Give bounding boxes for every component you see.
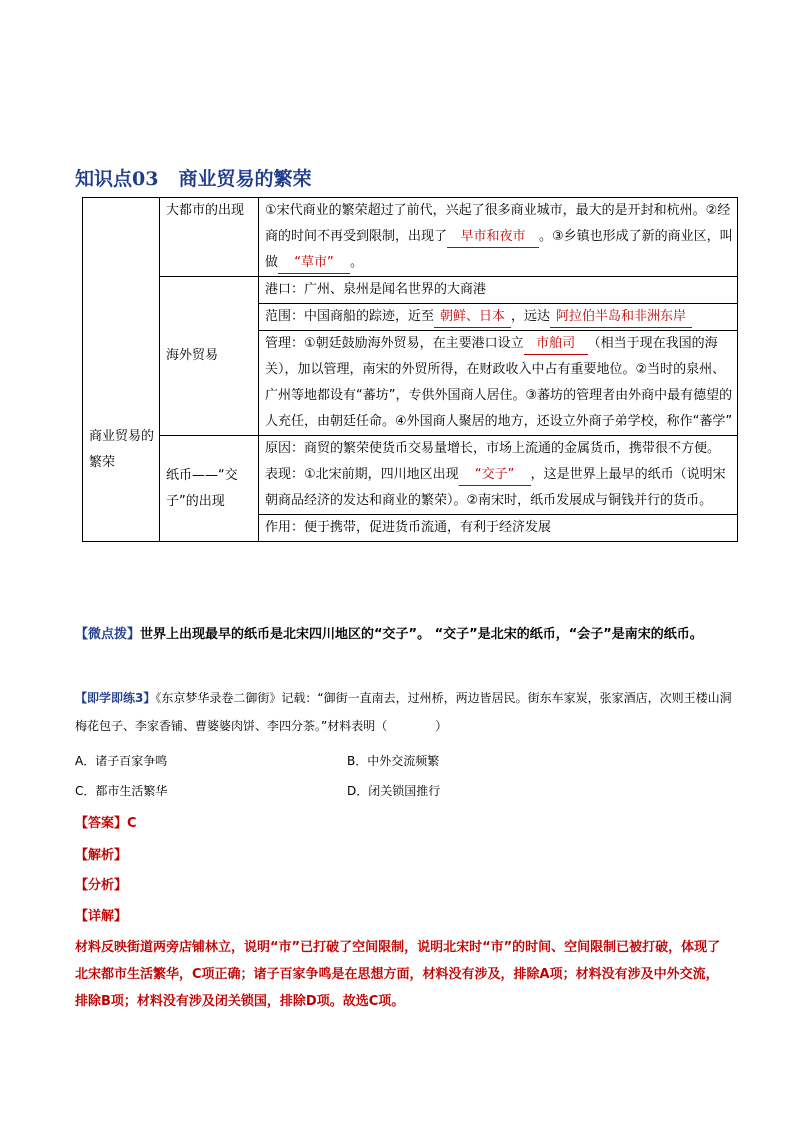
blank-answer: 阿拉伯半岛和非洲东岸	[550, 307, 692, 328]
paper-money-label: 纸币——“交子”的出现	[160, 436, 259, 542]
analysis-label: 【解析】	[75, 848, 128, 863]
detail-label: 【详解】	[75, 909, 128, 924]
tip-note: 【微点拨】世界上出现最早的纸币是北宋四川地区的“交子”。 “交子”是北宋的纸币，“会子”是南宋的纸币。	[75, 627, 703, 642]
section-number: 知识点03	[75, 168, 159, 190]
overseas-label: 海外贸易	[160, 277, 259, 436]
detail-text: 材料反映街道两旁店铺林立，说明“市”已打破了空间限制，说明北宋时“市”的时间、空间限制已被打破，体现了北宋都市生活繁华，C项正确；诸子百家争鸣是在思想方面，材料没有涉及，排除A项；材料没有涉及中外交流，排除B项；材料没有涉及闭关锁国，排除D项。故选C项。	[75, 940, 721, 1009]
category-cell: 商业贸易的繁荣	[83, 198, 160, 542]
section-heading	[75, 164, 311, 191]
option-d: D．闭关锁国推行	[347, 784, 441, 798]
answer: 【答案】C	[75, 816, 137, 831]
paper-money-content: 原因：商贸的繁荣使货币交易量增长，市场上流通的金属货币，携带很不方便。 表现：①北宋前期，四川地区出现 “交子” ，这是世界上最早的纸币（说明宋朝商品经济的发达和商业的繁荣）。②南宋时，纸币发展成与铜钱并行的货币。	[259, 436, 738, 515]
blank-answer: 市舶司	[524, 334, 588, 355]
overseas-management: 管理：①朝廷鼓励海外贸易，在主要港口设立 市舶司 （相当于现在我国的海关），加以管理，南宋的外贸所得，在财政收入中占有重要地位。②当时的泉州、广州等地都设有“蕃坊”，专供外国商人居住。③蕃坊的管理者由外商中最有德望的人充任，由朝廷任命。④外国商人聚居的地方，还设立外商子弟学校，称作“蕃学”	[259, 331, 738, 436]
overseas-port: 港口：广州、泉州是闻名世界的大商港	[259, 277, 738, 304]
blank-answer: 早市和夜市	[447, 227, 539, 248]
option-c: C．都市生活繁华	[75, 784, 168, 798]
blank-answer: 朝鲜、日本	[434, 307, 511, 328]
metro-content: ①宋代商业的繁荣超过了前代，兴起了很多商业城市，最大的是开封和杭州。②经商的时间不再受到限制，出现了 早市和夜市 。③乡镇也形成了新的商业区，叫做 “草市” 。	[259, 198, 738, 277]
blank-answer: “草市”	[278, 253, 350, 274]
option-a: A．诸子百家争鸣	[75, 754, 168, 768]
fenxi-label: 【分析】	[75, 878, 128, 893]
overseas-scope: 范围：中国商船的踪迹，近至 朝鲜、日本 ，远达 阿拉伯半岛和非洲东岸	[259, 304, 738, 331]
metro-label: 大都市的出现	[160, 198, 259, 277]
option-b: B．中外交流频繁	[347, 754, 440, 768]
knowledge-table	[82, 197, 738, 542]
exercise-question: 【即学即练3】《东京梦华录卷二御街》记载：“御街一直南去，过州桥，两边皆居民。街东车家炭，张家酒店，次则王楼山洞梅花包子、李家香铺、曹婆婆肉饼、李四分茶。”材料表明（ ）	[75, 691, 732, 733]
section-title: 商业贸易的繁荣	[178, 168, 312, 190]
blank-answer: “交子”	[459, 465, 531, 486]
paper-money-effect: 作用：便于携带，促进货币流通，有利于经济发展	[259, 515, 738, 542]
